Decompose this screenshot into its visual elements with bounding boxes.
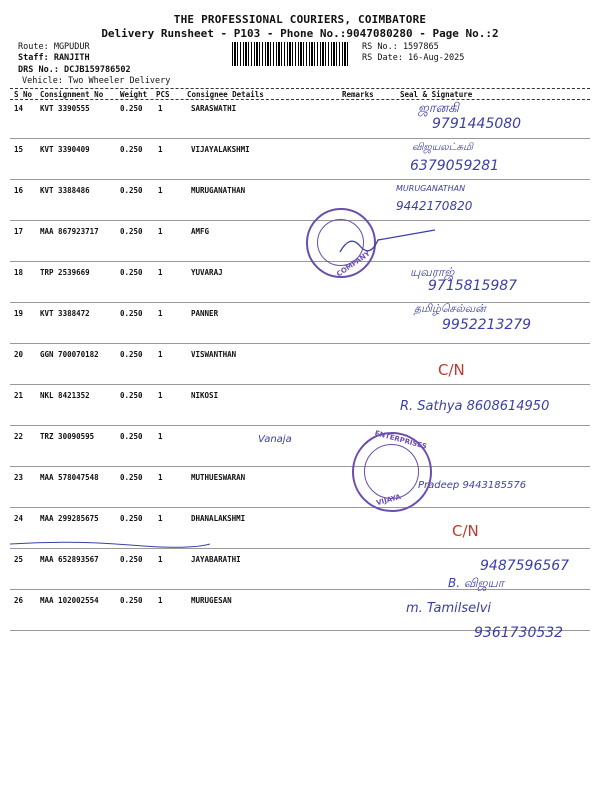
row-pcs: 1 bbox=[158, 104, 163, 113]
row-weight: 0.250 bbox=[120, 227, 143, 236]
row-sno: 19 bbox=[14, 309, 24, 318]
runsheet-subtitle: Delivery Runsheet - P103 - Phone No.:9047080280 - Page No.:2 bbox=[101, 27, 499, 40]
row-consignee: VIJAYALAKSHMI bbox=[191, 145, 250, 154]
row-divider bbox=[10, 261, 590, 262]
signature-r19-phone: 9952213279 bbox=[442, 317, 532, 333]
signature-r15-phone: 6379059281 bbox=[410, 158, 500, 174]
col-remarks: Remarks bbox=[342, 90, 374, 99]
col-seal: Seal & Signature bbox=[400, 90, 473, 99]
row-consignee: MURUGESAN bbox=[191, 596, 232, 605]
row-consignment-no: MAA 102002554 bbox=[40, 596, 99, 605]
staff-label: Staff: RANJITH bbox=[18, 53, 90, 63]
rs-date: RS Date: 16-Aug-2025 bbox=[362, 53, 465, 63]
row-consignment-no: MAA 867923717 bbox=[40, 227, 99, 236]
row-sno: 18 bbox=[14, 268, 24, 277]
row-weight: 0.250 bbox=[120, 145, 143, 154]
rs-number: RS No.: 1597865 bbox=[362, 42, 439, 52]
row-divider bbox=[10, 425, 590, 426]
signature-r19-name: தமிழ்செல்வன் bbox=[414, 302, 486, 315]
signature-r26-phone: 9361730532 bbox=[474, 625, 564, 641]
row-consignee: PANNER bbox=[191, 309, 219, 318]
row-consignee: YUVARAJ bbox=[191, 268, 223, 277]
row-consignment-no: NKL 8421352 bbox=[40, 391, 90, 400]
row-weight: 0.250 bbox=[120, 186, 143, 195]
row-pcs: 1 bbox=[158, 227, 163, 236]
row-consignment-no: KVT 3388486 bbox=[40, 186, 90, 195]
col-consignment: Consignment No bbox=[40, 90, 104, 99]
row-sno: 21 bbox=[14, 391, 24, 400]
signature-r16-phone: 9442170820 bbox=[396, 199, 473, 213]
row-pcs: 1 bbox=[158, 555, 163, 564]
row-pcs: 1 bbox=[158, 145, 163, 154]
row-sno: 17 bbox=[14, 227, 24, 236]
row-consignment-no: TRZ 30090595 bbox=[40, 432, 95, 441]
row-pcs: 1 bbox=[158, 350, 163, 359]
row-weight: 0.250 bbox=[120, 473, 143, 482]
row-sno: 14 bbox=[14, 104, 24, 113]
row-weight: 0.250 bbox=[120, 350, 143, 359]
row-divider bbox=[10, 466, 590, 467]
signature-r14-phone: 9791445080 bbox=[432, 116, 522, 132]
route-label: Route: MGPUDUR bbox=[18, 42, 90, 52]
stamp-2-inner-ring bbox=[364, 444, 419, 499]
row-weight: 0.250 bbox=[120, 555, 143, 564]
cn-note-r24: C/N bbox=[452, 522, 479, 540]
row-pcs: 1 bbox=[158, 432, 163, 441]
row-consignee: MUTHUESWARAN bbox=[191, 473, 246, 482]
stamp-2-bottom-text: VIJAYA bbox=[375, 492, 402, 508]
signature-r25-phone: 9487596567 bbox=[480, 558, 570, 574]
signature-r18-phone: 9715815987 bbox=[428, 278, 518, 294]
row-consignee: DHANALAKSHMI bbox=[191, 514, 246, 523]
signature-r15-name: விஜயலட்சுமி bbox=[412, 142, 473, 153]
row-sno: 25 bbox=[14, 555, 24, 564]
header-divider-bottom bbox=[10, 99, 590, 100]
row-consignment-no: KVT 3390409 bbox=[40, 145, 90, 154]
row-pcs: 1 bbox=[158, 268, 163, 277]
stamp-1-signature-stroke bbox=[330, 222, 440, 262]
row-divider bbox=[10, 179, 590, 180]
row-pcs: 1 bbox=[158, 514, 163, 523]
row-sno: 22 bbox=[14, 432, 24, 441]
row-sno: 24 bbox=[14, 514, 24, 523]
row-consignee: MURUGANATHAN bbox=[191, 186, 246, 195]
signature-r25-name: B. விஜயா bbox=[448, 576, 505, 590]
cn-note-r20: C/N bbox=[438, 361, 465, 379]
row-consignment-no: MAA 578047548 bbox=[40, 473, 99, 482]
col-pcs: PCS bbox=[156, 90, 170, 99]
row-divider bbox=[10, 220, 590, 221]
signature-r23: Pradeep 9443185576 bbox=[418, 480, 527, 491]
row-consignee: AMFG bbox=[191, 227, 210, 236]
row-weight: 0.250 bbox=[120, 104, 143, 113]
stamp-2-top-text: ENTERPRISES bbox=[373, 429, 428, 451]
row-consignee: NIKOSI bbox=[191, 391, 219, 400]
row-pcs: 1 bbox=[158, 309, 163, 318]
row-consignment-no: GGN 700070182 bbox=[40, 350, 99, 359]
row-consignment-no: MAA 652893567 bbox=[40, 555, 99, 564]
row-pcs: 1 bbox=[158, 473, 163, 482]
row-pcs: 1 bbox=[158, 186, 163, 195]
row-divider bbox=[10, 302, 590, 303]
row-consignee: VISWANTHAN bbox=[191, 350, 237, 359]
row-sno: 16 bbox=[14, 186, 24, 195]
row-consignment-no: KVT 3390555 bbox=[40, 104, 90, 113]
row-sno: 15 bbox=[14, 145, 24, 154]
barcode bbox=[232, 42, 350, 66]
row-pcs: 1 bbox=[158, 391, 163, 400]
row-sno: 20 bbox=[14, 350, 24, 359]
row-divider bbox=[10, 384, 590, 385]
row-sno: 23 bbox=[14, 473, 24, 482]
row-divider bbox=[10, 343, 590, 344]
signature-r16-name: MURUGANATHAN bbox=[396, 184, 466, 193]
col-consignee: Consignee Details bbox=[187, 90, 264, 99]
signature-r26-name: m. Tamilselvi bbox=[406, 601, 492, 616]
row-weight: 0.250 bbox=[120, 596, 143, 605]
stray-pen-line bbox=[10, 538, 210, 550]
drs-label: DRS No.: DCJB159786502 bbox=[18, 65, 131, 75]
company-stamp-2 bbox=[352, 429, 432, 512]
row-consignment-no: KVT 3388472 bbox=[40, 309, 90, 318]
row-weight: 0.250 bbox=[120, 514, 143, 523]
signature-r14-name: ஜானகி bbox=[418, 101, 459, 116]
row-divider bbox=[10, 138, 590, 139]
row-divider bbox=[10, 507, 590, 508]
header-divider-top bbox=[10, 88, 590, 89]
stamp-1-text: COMPANY bbox=[335, 249, 372, 279]
row-consignee: JAYABARATHI bbox=[191, 555, 241, 564]
signature-r18-name: யுவராஜ் bbox=[410, 265, 455, 279]
row-consignment-no: MAA 299285675 bbox=[40, 514, 99, 523]
row-weight: 0.250 bbox=[120, 432, 143, 441]
row-consignee: SARASWATHI bbox=[191, 104, 237, 113]
row-consignment-no: TRP 2539669 bbox=[40, 268, 90, 277]
row-pcs: 1 bbox=[158, 596, 163, 605]
vehicle-label: Vehicle: Two Wheeler Delivery bbox=[22, 76, 171, 86]
col-sno: S No bbox=[14, 90, 33, 99]
col-weight: Weight bbox=[120, 90, 148, 99]
company-title: THE PROFESSIONAL COURIERS, COIMBATORE bbox=[173, 13, 427, 26]
row-weight: 0.250 bbox=[120, 268, 143, 277]
row-weight: 0.250 bbox=[120, 391, 143, 400]
signature-r22-name: Vanaja bbox=[258, 434, 292, 445]
signature-r21: R. Sathya 8608614950 bbox=[400, 399, 550, 414]
row-weight: 0.250 bbox=[120, 309, 143, 318]
row-sno: 26 bbox=[14, 596, 24, 605]
